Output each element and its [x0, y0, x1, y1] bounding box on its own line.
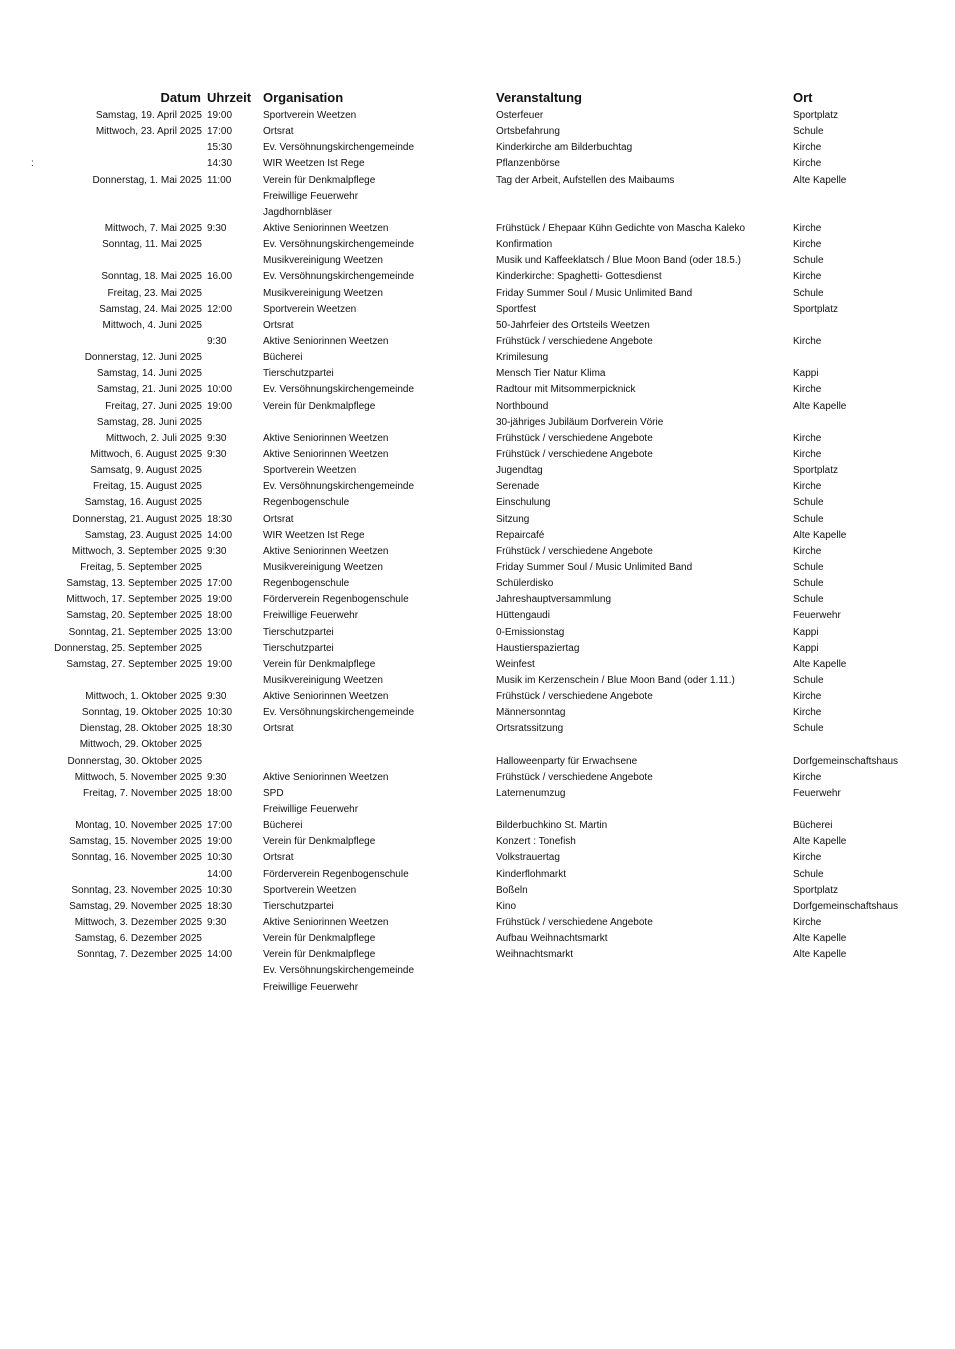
cell-organisation: Tierschutzpartei [263, 642, 334, 654]
cell-veranstaltung: Friday Summer Soul / Music Unlimited Band [496, 561, 693, 573]
cell-uhrzeit: 17:00 [207, 820, 233, 832]
table-row [0, 108, 955, 124]
cell-ort: Kirche [793, 432, 822, 444]
cell-organisation: Sportverein Weetzen [263, 110, 357, 121]
cell-veranstaltung: Frühstück / verschiedene Angebote [496, 448, 653, 460]
cell-datum: Donnerstag, 21. August 2025 [72, 513, 202, 525]
cell-datum: Donnerstag, 25. September 2025 [54, 642, 202, 654]
table-row [0, 173, 955, 189]
table-row [0, 269, 955, 285]
cell-organisation: Musikvereinigung Weetzen [263, 674, 383, 686]
row-marker: : [31, 158, 34, 170]
table-row [0, 382, 955, 398]
cell-veranstaltung: Bilderbuchkino St. Martin [496, 820, 608, 832]
table-row [0, 883, 955, 899]
cell-uhrzeit: 16.00 [207, 271, 233, 283]
cell-veranstaltung: Frühstück / verschiedene Angebote [496, 771, 653, 783]
table-row [0, 608, 955, 624]
cell-uhrzeit: 10:30 [207, 852, 233, 864]
table-row [0, 641, 955, 657]
table-row [0, 253, 955, 269]
table-row [0, 737, 955, 753]
cell-organisation: Verein für Denkmalpflege [263, 658, 376, 670]
cell-veranstaltung: Pflanzenbörse [496, 158, 560, 170]
cell-uhrzeit: 9:30 [207, 448, 227, 460]
cell-organisation: Verein für Denkmalpflege [263, 400, 376, 412]
cell-uhrzeit: 19:00 [207, 594, 233, 606]
cell-ort: Sportplatz [793, 110, 839, 121]
cell-datum: Freitag, 15. August 2025 [93, 481, 202, 493]
cell-organisation: Aktive Seniorinnen Weetzen [263, 432, 389, 444]
cell-datum: Mittwoch, 5. November 2025 [74, 771, 202, 783]
cell-veranstaltung: Kino [496, 900, 517, 912]
table-row [0, 673, 955, 689]
header-datum: Datum [160, 90, 201, 105]
header-organisation: Organisation [263, 90, 344, 105]
cell-datum: Samstag, 28. Juni 2025 [96, 416, 202, 428]
table-row [0, 850, 955, 866]
table-row [0, 205, 955, 221]
cell-datum: Sonntag, 18. Mai 2025 [101, 271, 202, 283]
cell-organisation: Tierschutzpartei [263, 900, 334, 912]
cell-ort: Kirche [793, 271, 822, 283]
table-row [0, 576, 955, 592]
table-row [0, 770, 955, 786]
cell-uhrzeit: 9:30 [207, 545, 227, 557]
cell-datum: Montag, 10. November 2025 [75, 820, 202, 832]
table-row [0, 237, 955, 253]
cell-datum: Sonntag, 11. Mai 2025 [102, 239, 202, 251]
cell-datum: Sonntag, 21. September 2025 [68, 626, 202, 638]
cell-organisation: Förderverein Regenbogenschule [263, 594, 409, 606]
cell-organisation: Verein für Denkmalpflege [263, 949, 376, 961]
cell-organisation: Aktive Seniorinnen Weetzen [263, 917, 389, 929]
cell-veranstaltung: Frühstück / verschiedene Angebote [496, 335, 653, 347]
cell-ort: Schule [793, 255, 824, 267]
table-row [0, 415, 955, 431]
cell-ort: Schule [793, 126, 824, 138]
cell-ort: Kirche [793, 239, 822, 251]
cell-organisation: Ortsrat [263, 126, 294, 138]
table-row [0, 334, 955, 350]
cell-organisation: Regenbogenschule [263, 578, 350, 590]
cell-uhrzeit: 18:30 [207, 723, 233, 735]
cell-ort: Alte Kapelle [793, 174, 847, 186]
cell-organisation: Jagdhornbläser [263, 206, 332, 218]
cell-uhrzeit: 19:00 [207, 110, 233, 121]
cell-uhrzeit: 19:00 [207, 400, 233, 412]
cell-veranstaltung: Schülerdisko [496, 578, 554, 590]
table-row [0, 818, 955, 834]
cell-veranstaltung: Ortsratssitzung [496, 723, 564, 735]
cell-organisation: Ev. Versöhnungskirchengemeinde [263, 239, 415, 251]
cell-organisation: Ev. Versöhnungskirchengemeinde [263, 481, 415, 493]
cell-veranstaltung: 30-jähriges Jubiläum Dorfverein Vörie [496, 416, 664, 428]
cell-ort: Schule [793, 674, 824, 686]
cell-veranstaltung: Frühstück / verschiedene Angebote [496, 545, 653, 557]
table-row [0, 721, 955, 737]
cell-veranstaltung: Frühstück / verschiedene Angebote [496, 691, 653, 703]
cell-datum: Samstag, 20. September 2025 [66, 610, 202, 622]
cell-ort: Kirche [793, 691, 822, 703]
cell-veranstaltung: Kinderkirche: Spaghetti- Gottesdienst [496, 271, 662, 283]
cell-uhrzeit: 9:30 [207, 335, 227, 347]
cell-ort: Kirche [793, 448, 822, 460]
table-row [0, 366, 955, 382]
cell-datum: Mittwoch, 2. Juli 2025 [105, 432, 202, 444]
table-row [0, 931, 955, 947]
cell-organisation: Aktive Seniorinnen Weetzen [263, 545, 389, 557]
table-row [0, 754, 955, 770]
cell-datum: Freitag, 7. November 2025 [83, 787, 202, 799]
cell-ort: Alte Kapelle [793, 949, 847, 961]
table-row [0, 963, 955, 979]
cell-veranstaltung: Halloweenparty für Erwachsene [496, 755, 638, 767]
cell-datum: Sonntag, 7. Dezember 2025 [76, 949, 202, 961]
table-row [0, 980, 955, 996]
cell-uhrzeit: 9:30 [207, 432, 227, 444]
table-row [0, 399, 955, 415]
cell-datum: Samstag, 16. August 2025 [84, 497, 202, 509]
cell-organisation: Tierschutzpartei [263, 368, 334, 380]
cell-ort: Kirche [793, 384, 822, 396]
cell-veranstaltung: Musik im Kerzenschein / Blue Moon Band (oder 1.11.) [496, 674, 735, 686]
table-row [0, 915, 955, 931]
cell-organisation: Musikvereinigung Weetzen [263, 255, 383, 267]
cell-veranstaltung: Volkstrauertag [496, 852, 560, 864]
cell-ort: Feuerwehr [793, 787, 841, 799]
cell-organisation: Aktive Seniorinnen Weetzen [263, 771, 389, 783]
cell-veranstaltung: 50-Jahrfeier des Ortsteils Weetzen [496, 319, 650, 331]
cell-organisation: Freiwillige Feuerwehr [263, 190, 359, 202]
cell-datum: Mittwoch, 6. August 2025 [90, 448, 202, 460]
cell-organisation: Ev. Versöhnungskirchengemeinde [263, 271, 415, 283]
table-row [0, 318, 955, 334]
cell-veranstaltung: Weihnachtsmarkt [496, 949, 574, 961]
cell-datum: Freitag, 27. Juni 2025 [105, 400, 202, 412]
cell-uhrzeit: 14:00 [207, 868, 233, 880]
cell-uhrzeit: 18:30 [207, 900, 233, 912]
cell-organisation: Aktive Seniorinnen Weetzen [263, 335, 389, 347]
cell-uhrzeit: 14:00 [207, 529, 233, 541]
cell-uhrzeit: 10:30 [207, 884, 233, 896]
cell-ort: Schule [793, 497, 824, 509]
cell-uhrzeit: 9:30 [207, 771, 227, 783]
cell-organisation: Aktive Seniorinnen Weetzen [263, 448, 389, 460]
cell-uhrzeit: 18:00 [207, 787, 233, 799]
cell-uhrzeit: 9:30 [207, 222, 227, 234]
cell-ort: Kappi [793, 642, 819, 654]
cell-datum: Freitag, 5. September 2025 [80, 561, 202, 573]
cell-organisation: Sportverein Weetzen [263, 303, 357, 315]
cell-organisation: Sportverein Weetzen [263, 465, 357, 477]
cell-datum: Samstag, 29. November 2025 [69, 900, 202, 912]
cell-organisation: Aktive Seniorinnen Weetzen [263, 691, 389, 703]
cell-organisation: Ev. Versöhnungskirchengemeinde [263, 384, 415, 396]
table-row [0, 947, 955, 963]
cell-veranstaltung: Männersonntag [496, 707, 566, 719]
cell-ort: Kappi [793, 368, 819, 380]
table-row [0, 221, 955, 237]
cell-uhrzeit: 14:00 [207, 949, 233, 961]
cell-veranstaltung: Hüttengaudi [496, 610, 550, 622]
table-row [0, 657, 955, 673]
table-row [0, 156, 955, 172]
cell-datum: Samstag, 15. November 2025 [69, 836, 202, 848]
cell-uhrzeit: 19:00 [207, 658, 233, 670]
cell-datum: Sonntag, 19. Oktober 2025 [81, 707, 202, 719]
cell-ort: Alte Kapelle [793, 400, 847, 412]
cell-veranstaltung: Serenade [496, 481, 540, 493]
cell-organisation: Freiwillige Feuerwehr [263, 804, 359, 816]
table-row [0, 592, 955, 608]
cell-veranstaltung: Haustierspaziertag [496, 642, 580, 654]
cell-datum: Donnerstag, 30. Oktober 2025 [67, 755, 202, 767]
cell-datum: Samstag, 14. Juni 2025 [96, 368, 202, 380]
cell-organisation: Musikvereinigung Weetzen [263, 287, 383, 299]
table-row [0, 867, 955, 883]
cell-datum: Sonntag, 16. November 2025 [71, 852, 202, 864]
cell-organisation: WIR Weetzen Ist Rege [263, 158, 365, 170]
cell-datum: Mittwoch, 4. Juni 2025 [102, 319, 202, 331]
cell-organisation: Ev. Versöhnungskirchengemeinde [263, 707, 415, 719]
cell-ort: Kirche [793, 707, 822, 719]
cell-datum: Samstag, 24. Mai 2025 [99, 303, 202, 315]
table-row [0, 189, 955, 205]
table-row [0, 544, 955, 560]
cell-veranstaltung: Frühstück / Ehepaar Kühn Gedichte von Mascha Kaleko [496, 222, 746, 234]
cell-organisation: Ortsrat [263, 513, 294, 525]
cell-uhrzeit: 9:30 [207, 917, 227, 929]
cell-datum: Mittwoch, 1. Oktober 2025 [85, 691, 202, 703]
cell-uhrzeit: 11:00 [207, 174, 232, 186]
cell-organisation: Verein für Denkmalpflege [263, 933, 376, 945]
cell-organisation: Musikvereinigung Weetzen [263, 561, 383, 573]
cell-veranstaltung: Konfirmation [496, 239, 553, 251]
cell-ort: Schule [793, 561, 824, 573]
cell-veranstaltung: Radtour mit Mitsommerpicknick [496, 384, 636, 396]
cell-ort: Sportplatz [793, 465, 839, 477]
table-row [0, 834, 955, 850]
cell-organisation: Freiwillige Feuerwehr [263, 610, 359, 622]
table-row [0, 705, 955, 721]
cell-veranstaltung: Sportfest [496, 303, 537, 315]
cell-ort: Kirche [793, 481, 822, 493]
cell-organisation: Verein für Denkmalpflege [263, 174, 376, 186]
cell-veranstaltung: Mensch Tier Natur Klima [496, 368, 606, 380]
cell-veranstaltung: Jugendtag [496, 465, 543, 477]
cell-datum: Sonntag, 23. November 2025 [71, 884, 202, 896]
header-veranstaltung: Veranstaltung [496, 90, 582, 105]
cell-veranstaltung: Tag der Arbeit, Aufstellen des Maibaums [496, 174, 675, 186]
cell-uhrzeit: 12:00 [207, 303, 233, 315]
cell-veranstaltung: Repaircafé [496, 529, 545, 541]
cell-veranstaltung: Kinderkirche am Bilderbuchtag [496, 142, 633, 154]
cell-ort: Schule [793, 287, 824, 299]
cell-veranstaltung: Aufbau Weihnachtsmarkt [496, 933, 608, 945]
cell-uhrzeit: 17:00 [207, 126, 233, 138]
cell-uhrzeit: 17:00 [207, 578, 233, 590]
cell-organisation: Regenbogenschule [263, 497, 350, 509]
cell-veranstaltung: Jahreshauptversammlung [496, 594, 612, 606]
cell-veranstaltung: Kinderflohmarkt [496, 868, 567, 880]
cell-ort: Alte Kapelle [793, 933, 847, 945]
cell-ort: Alte Kapelle [793, 529, 847, 541]
cell-datum: Mittwoch, 17. September 2025 [66, 594, 202, 606]
cell-veranstaltung: Musik und Kaffeeklatsch / Blue Moon Band (oder 18.5.) [496, 255, 741, 267]
cell-ort: Kirche [793, 158, 822, 170]
cell-organisation: Ortsrat [263, 852, 294, 864]
table-row [0, 479, 955, 495]
table-row [0, 495, 955, 511]
table-row [0, 802, 955, 818]
cell-organisation: Ev. Versöhnungskirchengemeinde [263, 965, 415, 977]
cell-ort: Kirche [793, 545, 822, 557]
cell-organisation: Sportverein Weetzen [263, 884, 357, 896]
cell-ort: Kirche [793, 222, 822, 234]
cell-organisation: Freiwillige Feuerwehr [263, 981, 359, 993]
table-row [0, 463, 955, 479]
cell-ort: Feuerwehr [793, 610, 841, 622]
table-row [0, 528, 955, 544]
cell-veranstaltung: Weinfest [496, 658, 535, 670]
cell-organisation: Aktive Seniorinnen Weetzen [263, 222, 389, 234]
cell-ort: Schule [793, 513, 824, 525]
cell-datum: Samstag, 27. September 2025 [66, 658, 202, 670]
cell-datum: Samsatg, 9. August 2025 [90, 465, 202, 477]
cell-ort: Schule [793, 594, 824, 606]
cell-uhrzeit: 9:30 [207, 691, 227, 703]
cell-organisation: Bücherei [263, 820, 303, 832]
table-row [0, 512, 955, 528]
cell-veranstaltung: Frühstück / verschiedene Angebote [496, 432, 653, 444]
cell-uhrzeit: 13:00 [207, 626, 233, 638]
table-header [0, 88, 955, 108]
cell-ort: Alte Kapelle [793, 658, 847, 670]
cell-organisation: Tierschutzpartei [263, 626, 334, 638]
cell-organisation: SPD [263, 787, 284, 799]
cell-datum: Mittwoch, 29. Oktober 2025 [79, 739, 202, 751]
cell-veranstaltung: Northbound [496, 400, 549, 412]
table-row [0, 786, 955, 802]
cell-uhrzeit: 10:00 [207, 384, 233, 396]
table-row [0, 625, 955, 641]
table-row [0, 447, 955, 463]
cell-datum: Donnerstag, 12. Juni 2025 [84, 352, 202, 364]
cell-veranstaltung: Sitzung [496, 513, 530, 525]
cell-uhrzeit: 19:00 [207, 836, 233, 848]
cell-datum: Samstag, 19. April 2025 [95, 110, 202, 121]
cell-ort: Alte Kapelle [793, 836, 847, 848]
cell-ort: Bücherei [793, 820, 833, 832]
cell-organisation: WIR Weetzen Ist Rege [263, 529, 365, 541]
cell-veranstaltung: Boßeln [496, 884, 528, 896]
cell-datum: Samstag, 23. August 2025 [84, 529, 202, 541]
cell-organisation: Förderverein Regenbogenschule [263, 868, 409, 880]
cell-organisation: Ev. Versöhnungskirchengemeinde [263, 142, 415, 154]
cell-ort: Kirche [793, 142, 822, 154]
cell-veranstaltung: Osterfeuer [496, 110, 544, 121]
table-row [0, 124, 955, 140]
cell-veranstaltung: Einschulung [496, 497, 551, 509]
cell-veranstaltung: Frühstück / verschiedene Angebote [496, 917, 653, 929]
cell-ort: Kirche [793, 917, 822, 929]
header-ort: Ort [793, 90, 813, 105]
cell-ort: Schule [793, 868, 824, 880]
cell-uhrzeit: 18:30 [207, 513, 233, 525]
cell-datum: Samstag, 6. Dezember 2025 [74, 933, 202, 945]
cell-organisation: Ortsrat [263, 319, 294, 331]
cell-ort: Kirche [793, 771, 822, 783]
cell-organisation: Ortsrat [263, 723, 294, 735]
cell-datum: Mittwoch, 7. Mai 2025 [104, 222, 202, 234]
cell-datum: Freitag, 23. Mai 2025 [107, 287, 202, 299]
cell-datum: Donnerstag, 1. Mai 2025 [92, 174, 202, 186]
table-row [0, 140, 955, 156]
table-row [0, 560, 955, 576]
cell-ort: Kirche [793, 335, 822, 347]
cell-datum: Samstag, 13. September 2025 [66, 578, 202, 590]
cell-ort: Schule [793, 578, 824, 590]
cell-uhrzeit: 14:30 [207, 158, 233, 170]
cell-uhrzeit: 15:30 [207, 142, 233, 154]
cell-veranstaltung: Krimilesung [496, 352, 549, 364]
cell-ort: Dorfgemeinschaftshaus [793, 755, 899, 767]
cell-organisation: Bücherei [263, 352, 303, 364]
header-uhrzeit: Uhrzeit [207, 90, 252, 105]
cell-organisation: Verein für Denkmalpflege [263, 836, 376, 848]
cell-uhrzeit: 10:30 [207, 707, 233, 719]
table-row [0, 286, 955, 302]
table-body [0, 108, 955, 996]
table-row [0, 899, 955, 915]
cell-veranstaltung: 0-Emissionstag [496, 626, 565, 638]
cell-datum: Mittwoch, 3. Dezember 2025 [74, 917, 202, 929]
table-row [0, 302, 955, 318]
cell-veranstaltung: Konzert : Tonefish [496, 836, 576, 848]
cell-veranstaltung: Ortsbefahrung [496, 126, 560, 138]
cell-ort: Schule [793, 723, 824, 735]
cell-datum: Mittwoch, 23. April 2025 [95, 126, 202, 138]
cell-ort: Sportplatz [793, 884, 839, 896]
cell-datum: Dienstag, 28. Oktober 2025 [79, 723, 202, 735]
table-row [0, 350, 955, 366]
table-row [0, 689, 955, 705]
cell-ort: Kappi [793, 626, 819, 638]
cell-veranstaltung: Laternenumzug [496, 787, 566, 799]
cell-uhrzeit: 18:00 [207, 610, 233, 622]
cell-datum: Mittwoch, 3. September 2025 [71, 545, 202, 557]
cell-datum: Samstag, 21. Juni 2025 [96, 384, 202, 396]
table-row [0, 431, 955, 447]
cell-ort: Kirche [793, 852, 822, 864]
cell-veranstaltung: Friday Summer Soul / Music Unlimited Band [496, 287, 693, 299]
cell-ort: Dorfgemeinschaftshaus [793, 900, 899, 912]
cell-ort: Sportplatz [793, 303, 839, 315]
